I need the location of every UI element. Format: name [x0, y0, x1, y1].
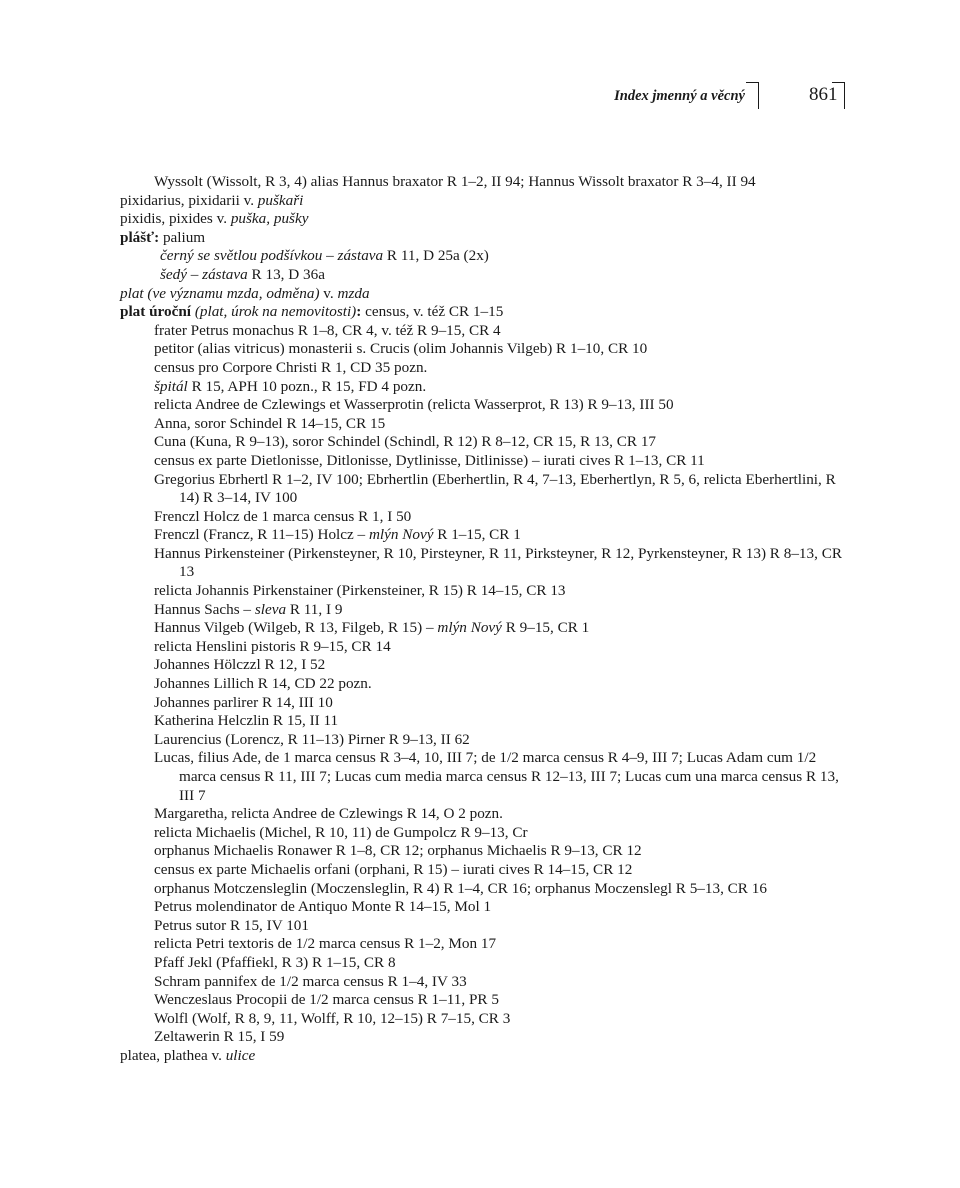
entry-text: puškaři — [257, 191, 304, 209]
entry-text: Johannes Lillich R 14, CD 22 pozn. — [154, 675, 372, 693]
index-entry — [154, 917, 846, 936]
index-entry — [154, 396, 846, 415]
index-entry — [154, 880, 846, 899]
index-entry — [154, 991, 846, 1010]
entry-text: R 11, I 9 — [286, 600, 343, 618]
entry-text: ulice — [225, 1046, 256, 1064]
entry-text: R 9–15, CR 1 — [501, 619, 590, 637]
entry-text: puška, pušky — [230, 210, 309, 228]
entry-text: Petrus molendinator de Antiquo Monte R 14–15, Mol 1 — [154, 898, 492, 916]
index-entry — [154, 173, 846, 192]
entry-text: Gregorius Ebrhertl R 1–2, IV 100; Ebrhertlin (Eberhertlin, R 4, 7–13, Eberhertlyn, R 5, 6, relicta Eberhertlini, R 14) R 3–14, IV 100 — [154, 470, 836, 507]
entry-text: Anna, soror Schindel R 14–15, CR 15 — [154, 414, 386, 432]
index-entry — [154, 973, 846, 992]
entry-text: platea, plathea v. — [120, 1046, 226, 1064]
index-entry — [154, 1010, 846, 1029]
index-entry — [120, 285, 846, 304]
entry-text: Hannus Vilgeb (Wilgeb, R 13, Filgeb, R 15) – — [154, 619, 438, 637]
index-entry — [154, 824, 846, 843]
index-entry — [154, 842, 846, 861]
entry-text: černý se světlou podšívkou – zástava — [160, 247, 384, 265]
entry-text: relicta Henslini pistoris R 9–15, CR 14 — [154, 637, 391, 655]
entry-text: R 1–15, CR 1 — [433, 526, 521, 544]
entry-text: plášť: — [120, 228, 160, 246]
index-entry — [154, 322, 846, 341]
entry-text: šedý – zástava — [160, 265, 248, 283]
entry-text: pixidarius, pixidarii v. — [120, 191, 258, 209]
index-entry — [120, 1047, 846, 1066]
index-entry — [154, 340, 846, 359]
index-entry — [154, 601, 846, 620]
entry-text: plat úroční — [120, 303, 192, 321]
entry-text: palium — [159, 228, 206, 246]
index-entry — [154, 694, 846, 713]
entry-text: v. — [319, 284, 338, 302]
entry-text: Pfaff Jekl (Pfaffiekl, R 3) R 1–15, CR 8 — [154, 953, 396, 971]
entry-text: orphanus Michaelis Ronawer R 1–8, CR 12; orphanus Michaelis R 9–13, CR 12 — [154, 842, 642, 860]
entry-text: sleva — [254, 600, 287, 618]
index-entry — [120, 192, 846, 211]
index-entry — [154, 378, 846, 397]
entry-text: R 13, D 36a — [247, 265, 325, 283]
entry-text: census ex parte Michaelis orfani (orphani, R 15) – iurati cives R 14–15, CR 12 — [154, 860, 633, 878]
entry-text: (plat, úrok na nemovitosti) — [191, 303, 357, 321]
entry-text: Petrus sutor R 15, IV 101 — [154, 916, 309, 934]
entry-text: Lucas, filius Ade, de 1 marca census R 3–4, 10, III 7; de 1/2 marca census R 4–9, III 7; Lucas Adam cum 1/2 marca census R 11, III 7; Lucas cum media marca census R 12–13, III 7; Lucas cum una marca census R 13, III 7 — [154, 749, 839, 804]
entry-text: Johannes Hölczzl R 12, I 52 — [154, 656, 326, 674]
index-body — [120, 173, 846, 1066]
entry-text: Hannus Pirkensteiner (Pirkensteyner, R 10, Pirsteyner, R 11, Pirksteyner, R 12, Pyrkensteyner, R 13) R 8–13, CR 13 — [154, 544, 842, 581]
title-corner-mark — [746, 82, 759, 109]
index-entry — [154, 452, 846, 471]
index-entry — [154, 526, 846, 545]
index-entry — [154, 954, 846, 973]
index-entry — [154, 861, 846, 880]
entry-text: Margaretha, relicta Andree de Czlewings R 14, O 2 pozn. — [154, 805, 503, 823]
index-entry — [154, 749, 846, 805]
entry-text: mlýn Nový — [437, 619, 502, 637]
index-entry — [154, 656, 846, 675]
entry-text: orphanus Motczensleglin (Moczensleglin, R 4) R 1–4, CR 16; orphanus Moczenslegl R 5–13, CR 16 — [154, 879, 767, 897]
index-entry — [154, 508, 846, 527]
entry-text: Wolfl (Wolf, R 8, 9, 11, Wolff, R 10, 12–15) R 7–15, CR 3 — [154, 1009, 511, 1027]
index-entry — [154, 712, 846, 731]
entry-text: census pro Corpore Christi R 1, CD 35 pozn. — [154, 358, 428, 376]
index-entry — [154, 898, 846, 917]
entry-text: petitor (alias vitricus) monasterii s. Crucis (olim Johannis Vilgeb) R 1–10, CR 10 — [154, 340, 648, 358]
entry-text: relicta Michaelis (Michel, R 10, 11) de Gumpolcz R 9–13, Cr — [154, 823, 528, 841]
index-entry — [154, 415, 846, 434]
index-entry — [154, 1028, 846, 1047]
entry-text: Katherina Helczlin R 15, II 11 — [154, 712, 339, 730]
page-number: 861 — [809, 84, 838, 105]
entry-text: špitál — [154, 377, 188, 395]
entry-text: Hannus Sachs – — [154, 600, 255, 618]
entry-text: Schram pannifex de 1/2 marca census R 1–4, IV 33 — [154, 972, 467, 990]
entry-text: Wyssolt (Wissolt, R 3, 4) alias Hannus braxator R 1–2, II 94; Hannus Wissolt braxator R 3–4, II 94 — [154, 173, 756, 190]
index-entry — [154, 582, 846, 601]
entry-text: Johannes parlirer R 14, III 10 — [154, 693, 333, 711]
entry-text: Zeltawerin R 15, I 59 — [154, 1028, 285, 1046]
index-entry — [154, 935, 846, 954]
running-header — [0, 80, 960, 110]
entry-text: R 15, APH 10 pozn., R 15, FD 4 pozn. — [187, 377, 427, 395]
index-entry — [120, 303, 846, 322]
index-entry — [154, 471, 846, 508]
entry-text: mzda — [337, 284, 370, 302]
entry-text: census ex parte Dietlonisse, Ditlonisse, Dytlinisse, Ditlinisse) – iurati cives R 1–13, CR 11 — [154, 451, 705, 469]
index-entry — [154, 805, 846, 824]
index-entry — [154, 545, 846, 582]
entry-text: relicta Johannis Pirkenstainer (Pirkensteiner, R 15) R 14–15, CR 13 — [154, 582, 566, 600]
entry-text: frater Petrus monachus R 1–8, CR 4, v. též R 9–15, CR 4 — [154, 321, 501, 339]
running-title: Index jmenný a věcný — [614, 88, 745, 104]
entry-text: census, v. též CR 1–15 — [361, 303, 504, 321]
entry-text: mlýn Nový — [368, 526, 434, 544]
entry-text: relicta Petri textoris de 1/2 marca census R 1–2, Mon 17 — [154, 935, 497, 953]
entry-text: Frenczl Holcz de 1 marca census R 1, I 50 — [154, 507, 412, 525]
page-number-corner-mark — [832, 82, 845, 109]
index-entry — [160, 266, 846, 285]
index-entry — [154, 433, 846, 452]
entry-text: Cuna (Kuna, R 9–13), soror Schindel (Schindl, R 12) R 8–12, CR 15, R 13, CR 17 — [154, 433, 657, 451]
entry-text: : — [356, 303, 362, 321]
index-entry — [160, 247, 846, 266]
index-entry — [154, 675, 846, 694]
index-entry — [154, 638, 846, 657]
entry-text: plat (ve významu mzda, odměna) — [120, 284, 320, 302]
index-entry — [120, 229, 846, 248]
entry-text: relicta Andree de Czlewings et Wasserprotin (relicta Wasserprot, R 13) R 9–13, III 50 — [154, 396, 674, 414]
entry-text: Frenczl (Francz, R 11–15) Holcz – — [154, 526, 369, 544]
entry-text: Laurencius (Lorencz, R 11–13) Pirner R 9–13, II 62 — [154, 730, 470, 748]
index-entry — [154, 359, 846, 378]
index-entry — [154, 731, 846, 750]
entry-text: pixidis, pixides v. — [120, 210, 231, 228]
entry-text: Wenczeslaus Procopii de 1/2 marca census R 1–11, PR 5 — [154, 991, 499, 1009]
index-entry — [154, 619, 846, 638]
index-entry — [120, 210, 846, 229]
entry-text: R 11, D 25a (2x) — [383, 247, 489, 265]
